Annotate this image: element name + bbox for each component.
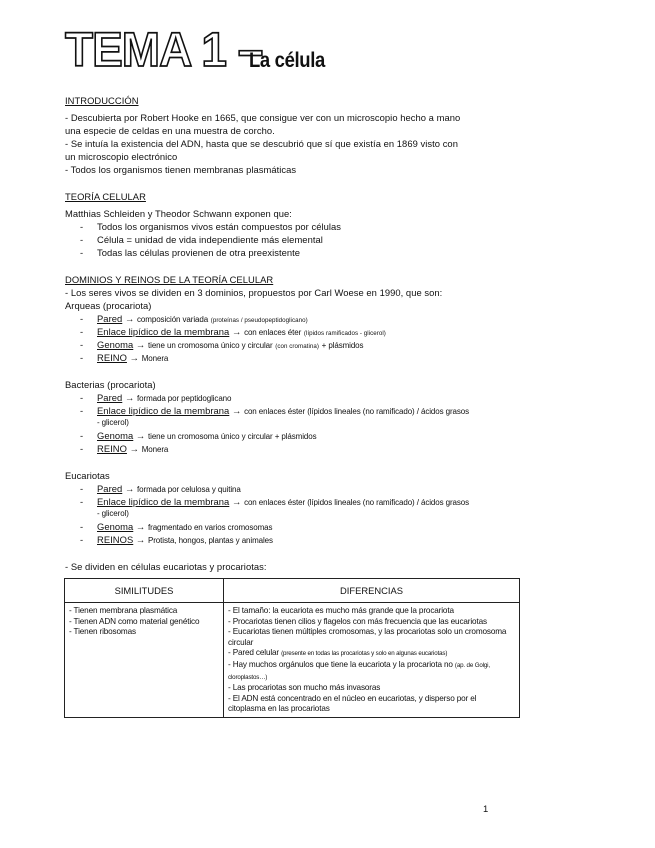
list-item: - Las procariotas son mucho más invasoras [228, 683, 381, 693]
bullet-dash: - [80, 221, 84, 232]
list-item [228, 648, 516, 660]
intro-line: - Descubierta por Robert Hooke en 1665, que consigue ver con un microscopio hecho a mano [65, 112, 461, 123]
bullet-dash: - [80, 339, 84, 350]
divide-text: - Se dividen en células eucariotas y procariotas: [65, 561, 267, 572]
arrow-icon: → [231, 326, 242, 337]
arrow-icon: → [124, 313, 135, 324]
term-text: Monera [141, 445, 169, 454]
term-label: Pared [97, 483, 123, 494]
intro-heading: INTRODUCCIÓN [65, 95, 139, 106]
bullet-dash: - [80, 326, 84, 337]
teoria-item: Todos los organismos vivos están compuestos por células [97, 221, 342, 232]
term-label: REINO [97, 352, 127, 363]
term-text: con enlaces éter [244, 328, 302, 337]
term-label: Pared [97, 392, 123, 403]
term-note: (proteínas / pseudopeptidoglicano) [210, 317, 308, 324]
bullet-dash: - [80, 313, 84, 324]
arqueas-title: Arqueas (procariota) [65, 300, 152, 311]
intro-line: una especie de celdas en una muestra de corcho. [65, 125, 275, 136]
arqueas-enlace [97, 326, 386, 339]
list-item: - El ADN está concentrado en el núcleo en eucariotas, y disperso por el citoplasma en las procariotas [228, 693, 477, 714]
term-label: Enlace lipídico de la membrana [97, 405, 230, 416]
arrow-icon: → [124, 392, 135, 403]
bullet-dash: - [80, 534, 84, 545]
arrow-icon: → [231, 496, 242, 507]
term-text: tiene un cromosoma único y circular + plásmidos [148, 432, 317, 441]
item-note: (ap. de Golgi, cloroplastos…) [228, 661, 490, 681]
header-diferencias: DIFERENCIAS [224, 579, 520, 603]
bacterias-pared [97, 392, 231, 404]
list-item [228, 660, 516, 683]
table-row [65, 603, 520, 718]
arqueas-genoma [97, 339, 363, 352]
teoria-heading: TEORÍA CELULAR [65, 191, 146, 202]
arrow-icon: → [135, 521, 146, 532]
bullet-dash: - [80, 521, 84, 532]
page-number: 1 [483, 803, 489, 814]
term-text: tiene un cromosoma único y circular [148, 341, 273, 350]
table-header-row [65, 579, 520, 603]
list-item: - Tienen ADN como material genético [69, 616, 200, 626]
bullet-dash: - [80, 352, 84, 363]
term-label: Genoma [97, 339, 134, 350]
term-label: Pared [97, 313, 123, 324]
arrow-icon: → [231, 405, 242, 416]
intro-line: un microscopio electrónico [65, 151, 178, 162]
arrow-icon: → [135, 339, 146, 350]
item-text: - Pared celular [228, 648, 279, 658]
term-text: con enlaces éster (lípidos lineales (no ramificado) / ácidos grasos [244, 498, 470, 507]
term-label: Genoma [97, 430, 134, 441]
eucariotas-title: Eucariotas [65, 470, 110, 481]
bacterias-reino [97, 443, 168, 455]
bacterias-enlace [97, 405, 469, 417]
term-label: Enlace lipídico de la membrana [97, 326, 230, 337]
bullet-dash: - [80, 247, 84, 258]
arqueas-reino [97, 352, 168, 364]
item-note: (presente en todas las procariotas y solo en algunas eucariotas) [281, 650, 448, 658]
term-text: composición variada [137, 315, 209, 324]
term-text: Monera [141, 354, 169, 363]
list-item: - Procariotas tienen cilios y flagelos con más frecuencia que las eucariotas [228, 616, 487, 626]
term-text: fragmentado en varios cromosomas [148, 523, 273, 532]
header-similitudes: SIMILITUDES [65, 579, 224, 603]
dominios-intro: - Los seres vivos se dividen en 3 dominios, propuestos por Carl Woese en 1990, que son: [65, 287, 443, 298]
term-text: formada por peptidoglicano [137, 394, 232, 403]
comparison-table [64, 578, 520, 718]
arrow-icon: → [129, 443, 140, 454]
teoria-item: Célula = unidad de vida independiente más elemental [97, 234, 323, 245]
term-text: con enlaces éster (lípidos lineales (no ramificado) / ácidos grasos [244, 407, 470, 416]
arrow-icon: → [135, 430, 146, 441]
bullet-dash: - [80, 483, 84, 494]
arrow-icon: → [129, 352, 140, 363]
eucariotas-reinos [97, 534, 273, 546]
term-text: formada por celulosa y quitina [137, 485, 241, 494]
eucariotas-enlace-cont: - glicerol) [97, 509, 129, 518]
arrow-icon: → [124, 483, 135, 494]
term-text: Protista, hongos, plantas y animales [148, 536, 273, 545]
bullet-dash: - [80, 443, 84, 454]
eucariotas-pared [97, 483, 241, 495]
bullet-dash: - [80, 430, 84, 441]
term-text: + plásmidos [321, 341, 364, 350]
bacterias-title: Bacterias (procariota) [65, 379, 156, 390]
intro-line: - Todos los organismos tienen membranas plasmáticas [65, 164, 297, 175]
list-item: - El tamaño: la eucariota es mucho más grande que la procariota [228, 606, 454, 615]
item-text: - Hay muchos orgánulos que tiene la eucariota y la procariota no [228, 659, 453, 669]
bullet-dash: - [80, 234, 84, 245]
list-item: - Eucariotas tienen múltiples cromosomas, y las procariotas solo un cromosoma circular [228, 627, 507, 647]
bacterias-enlace-cont: - glicerol) [97, 418, 129, 427]
term-label: REINO [97, 443, 127, 454]
arrow-icon: → [135, 534, 146, 545]
term-note: (lípidos ramificados - glicerol) [303, 330, 386, 337]
teoria-item: Todas las células provienen de otra preexistente [97, 247, 301, 258]
term-label: Genoma [97, 521, 134, 532]
term-note: (con cromatina) [275, 343, 319, 350]
term-label: Enlace lipídico de la membrana [97, 496, 230, 507]
term-label: REINOS [97, 534, 134, 545]
arqueas-pared [97, 313, 308, 326]
teoria-intro: Matthias Schleiden y Theodor Schwann exponen que: [65, 208, 292, 219]
intro-line: - Se intuía la existencia del ADN, hasta que se descubrió que sí que existía en 1869 visto con [65, 138, 458, 149]
bullet-dash: - [80, 392, 84, 403]
eucariotas-genoma [97, 521, 272, 533]
list-item: - Tienen ribosomas [69, 627, 136, 637]
diferencias-cell [224, 603, 520, 718]
list-item: - Tienen membrana plasmática [69, 606, 178, 615]
similitudes-cell [65, 603, 224, 718]
tema-title: TEMA 1 – [65, 21, 263, 77]
dominios-heading: DOMINIOS Y REINOS DE LA TEORÍA CELULAR [65, 274, 274, 285]
tema-subtitle: La célula [249, 49, 325, 72]
eucariotas-enlace [97, 496, 469, 508]
bullet-dash: - [80, 496, 84, 507]
bacterias-genoma [97, 430, 317, 442]
bullet-dash: - [80, 405, 84, 416]
